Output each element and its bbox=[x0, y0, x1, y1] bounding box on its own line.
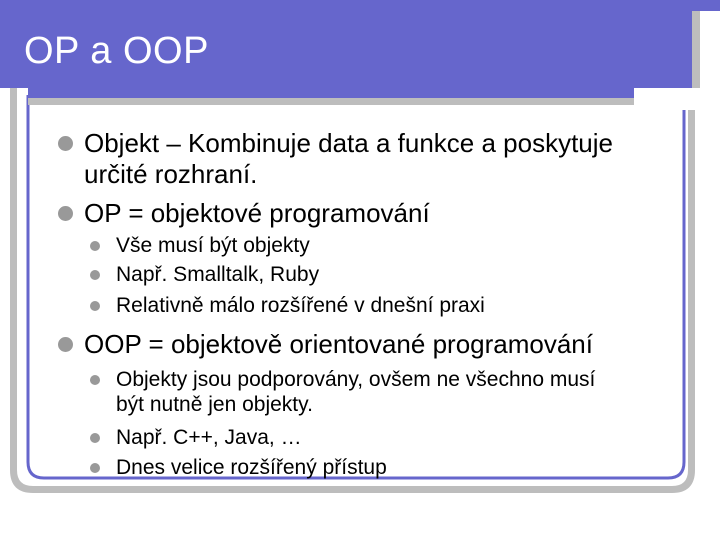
op-sub-item-2: Např. Smalltalk, Ruby bbox=[116, 263, 320, 286]
bullet-op: OP = objektové programování bbox=[84, 198, 430, 228]
bullet-objekt-line2: určité rozhraní. bbox=[84, 159, 258, 189]
oop-sub-item-3: Dnes velice rozšířený přístup bbox=[116, 456, 387, 479]
sub-bullet-dot bbox=[90, 270, 100, 280]
oop-sub-item-2: Např. C++, Java, … bbox=[116, 426, 302, 449]
op-sub-item-1: Vše musí být objekty bbox=[116, 234, 310, 257]
bullet-objekt-line1: Objekt – Kombinuje data a funkce a poskytuje bbox=[84, 128, 613, 158]
bullet-dot bbox=[58, 206, 73, 221]
op-sub-item-3: Relativně málo rozšířené v dnešní praxi bbox=[116, 294, 485, 317]
sub-bullet-dot bbox=[90, 433, 100, 443]
slide-title: OP a OOP bbox=[24, 30, 209, 72]
sub-bullet-dot bbox=[90, 375, 100, 385]
sub-bullet-dot bbox=[90, 241, 100, 251]
bullet-oop: OOP = objektově orientované programování bbox=[84, 329, 593, 359]
bullet-dot bbox=[58, 136, 73, 151]
oop-sub-item-1-line1: Objekty jsou podporovány, ovšem ne všechno musí bbox=[116, 368, 596, 391]
oop-sub-item-1-line2: být nutně jen objekty. bbox=[116, 393, 313, 416]
sub-bullet-dot bbox=[90, 463, 100, 473]
bullet-dot bbox=[58, 337, 73, 352]
sub-bullet-dot bbox=[90, 301, 100, 311]
